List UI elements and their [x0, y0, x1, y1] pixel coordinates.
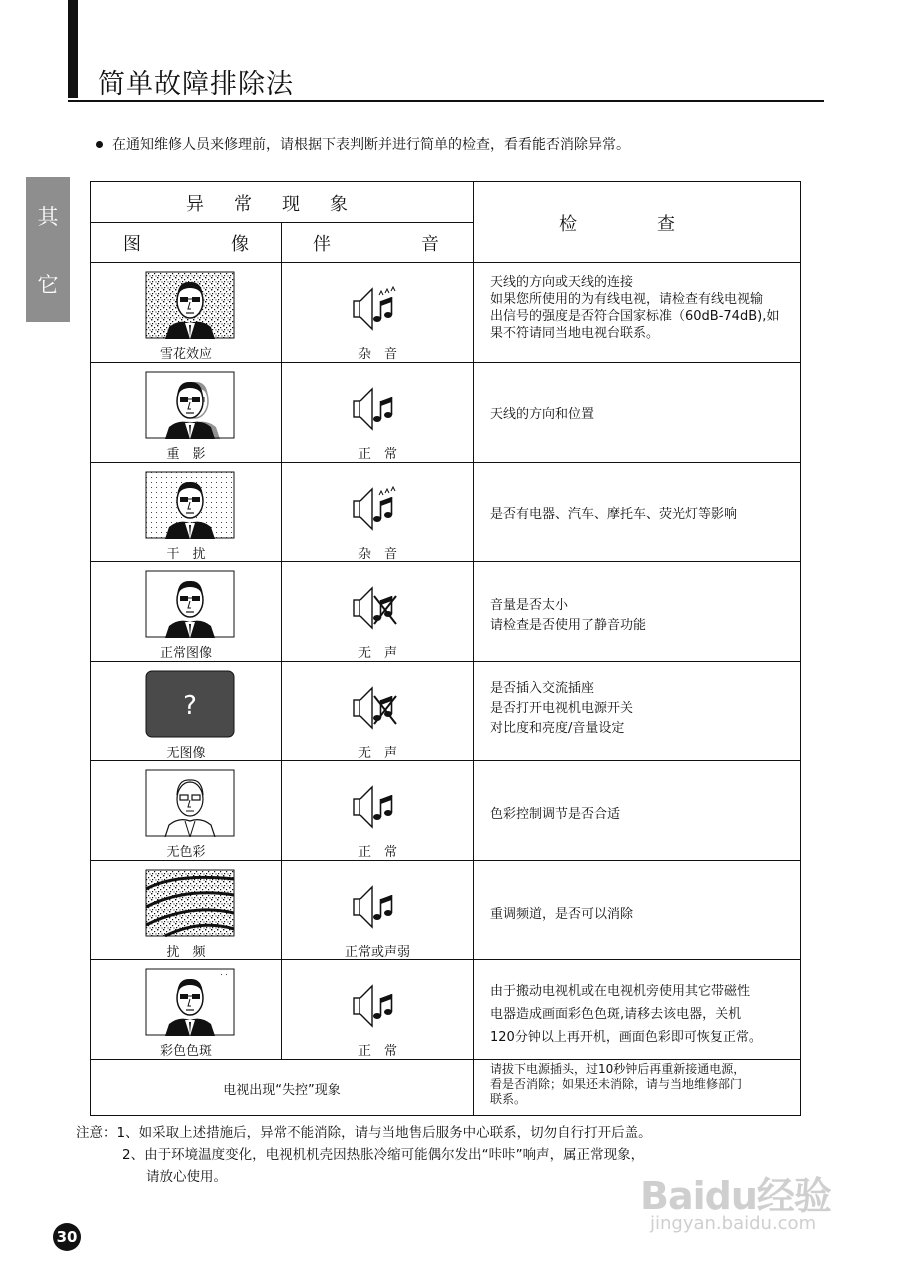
check-line: 是否插入交流插座	[490, 681, 595, 696]
check-line: 音量是否太小	[490, 598, 569, 613]
tv-color-patch-icon	[145, 968, 235, 1036]
picture-label: 无色彩	[166, 845, 206, 860]
picture-label: 雪花效应	[159, 347, 212, 362]
check-text	[490, 679, 792, 739]
intro-sentence: 在通知维修人员来修理前，请根据下表判断并进行简单的检查，看看能否消除异常。	[112, 137, 630, 153]
picture-label: 正常图像	[159, 646, 212, 661]
header-picture-char-2: 像	[231, 234, 249, 255]
check-line: 天线的方向和位置	[490, 407, 595, 422]
sound-label: 无 声	[357, 746, 397, 761]
baidu-watermark-url: jingyan.baidu.com	[650, 1213, 817, 1234]
sound-label: 无 声	[357, 646, 397, 661]
header-abnormal: 异常现象	[186, 194, 378, 215]
tv-interference-icon	[145, 471, 235, 539]
question-mark: ?	[183, 691, 197, 721]
check-line: 对比度和亮度/音量设定	[490, 721, 625, 736]
check-line: 是否打开电视机电源开关	[490, 701, 634, 716]
speaker-noise-icon	[352, 483, 402, 535]
check-text	[490, 505, 792, 525]
table-row	[91, 662, 800, 762]
speaker-normal-icon	[352, 383, 402, 435]
sound-label: 正常或声弱	[344, 945, 410, 960]
title-accent-bar	[68, 0, 78, 98]
speaker-mute-icon	[352, 682, 402, 734]
tv-scramble-icon	[145, 869, 235, 937]
title-divider	[68, 100, 824, 102]
check-text	[490, 274, 792, 342]
tv-ghost-icon	[145, 371, 235, 439]
troubleshooting-table	[90, 181, 801, 1116]
tv-no-color-icon	[145, 769, 235, 837]
speaker-weak-icon	[352, 881, 402, 933]
sound-label: 正 常	[357, 845, 397, 860]
baidu-watermark-logo: Baidu经验	[640, 1174, 831, 1218]
check-text	[490, 805, 792, 825]
note-2: 2、由于环境温度变化，电视机机壳因热胀冷缩可能偶尔发出“咔咔”响声，属正常现象，	[122, 1147, 645, 1163]
tv-normal-icon	[145, 570, 235, 638]
page-number: 30	[53, 1223, 81, 1251]
picture-label: 彩色色斑	[159, 1044, 212, 1059]
picture-label: 重 影	[166, 447, 206, 462]
check-line: 重调频道，是否可以消除	[490, 907, 634, 922]
notes-section	[76, 1122, 652, 1188]
check-line: 果不符请同当地电视台联系。	[490, 326, 660, 341]
side-tab-char-2: 它	[37, 273, 59, 297]
speaker-noise-icon	[352, 283, 402, 335]
check-text	[490, 980, 792, 1049]
header-sound-char-1: 伴	[313, 234, 331, 255]
sound-label: 正 常	[357, 1044, 397, 1059]
check-line: 是否有电器、汽车、摩托车、荧光灯等影响	[490, 507, 738, 522]
table-row	[91, 263, 800, 363]
picture-label: 无图像	[166, 746, 206, 761]
check-line: 出信号的强度是否符合国家标准（60dB-74dB),如	[490, 309, 780, 324]
check-line: 看是否消除；如果还未消除，请与当地维修部门	[490, 1077, 743, 1091]
check-line: 电器造成画面彩色色斑,请移去该电器，关机	[490, 1007, 742, 1022]
note-2-continued: 请放心使用。	[146, 1169, 227, 1185]
table-row	[91, 562, 800, 662]
check-line: 色彩控制调节是否合适	[490, 807, 621, 822]
table-row	[91, 363, 800, 463]
table-row	[91, 861, 800, 961]
check-line: 请检查是否使用了静音功能	[490, 618, 647, 633]
table-row	[91, 463, 800, 563]
check-line: 由于搬动电视机或在电视机旁使用其它带磁性	[490, 984, 751, 999]
bullet-icon	[96, 141, 103, 148]
check-line: 天线的方向或天线的连接	[490, 275, 634, 290]
tv-snow-icon	[145, 271, 235, 339]
table-row-out-of-control	[91, 1059, 800, 1115]
sound-label: 杂 音	[357, 547, 397, 562]
intro-text	[96, 134, 630, 154]
sound-label: 杂 音	[357, 347, 397, 362]
side-tab-other	[26, 177, 70, 322]
check-line: 联系。	[490, 1092, 527, 1106]
header-sound-char-2: 音	[421, 234, 439, 255]
check-text	[490, 405, 792, 425]
table-row	[91, 960, 800, 1060]
picture-label: 扰 频	[166, 945, 206, 960]
out-of-control-check	[490, 1062, 800, 1107]
header-picture-char-1: 图	[123, 234, 141, 255]
speaker-mute-icon	[352, 582, 402, 634]
speaker-normal-icon	[352, 781, 402, 833]
check-line: 请拔下电源插头，过10秒钟后再重新接通电源，	[490, 1062, 746, 1076]
note-1: 注意：1、如采取上述措施后，异常不能消除，请与当地售后服务中心联系，切勿自行打开后盖。	[76, 1125, 652, 1141]
speaker-normal-icon	[352, 980, 402, 1032]
check-text	[490, 596, 792, 636]
check-line: 120分钟以上再开机，画面色彩即可恢复正常。	[490, 1030, 762, 1045]
out-of-control-label: 电视出现“失控”现象	[223, 1083, 341, 1098]
sound-label: 正 常	[357, 447, 397, 462]
check-text	[490, 905, 792, 925]
check-line: 如果您所使用的为有线电视，请检查有线电视输	[490, 292, 764, 307]
table-row	[91, 761, 800, 861]
picture-label: 干 扰	[166, 547, 206, 562]
tv-no-picture-icon	[145, 670, 235, 738]
header-check: 检查	[559, 214, 755, 235]
side-tab-char-1: 其	[37, 205, 59, 229]
page-title: 简单故障排除法	[98, 69, 294, 100]
